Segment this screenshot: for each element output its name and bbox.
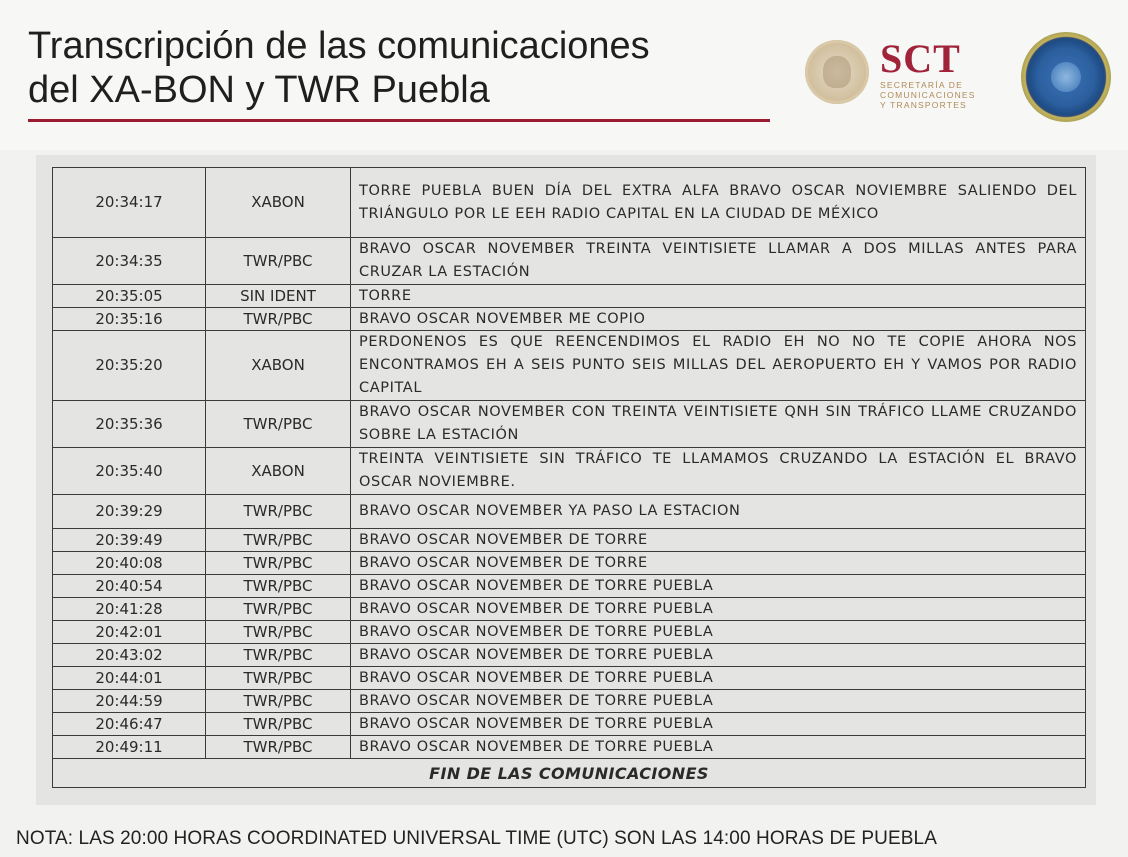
message-cell: PERDONENOS ES QUE REENCENDIMOS EL RADIO EH NO NO TE COPIE AHORA NOS ENCONTRAMOS EH A SEIS PUNTO SEIS MILLAS DEL AEROPUERTO EH Y VAMOS POR RADIO CAPITAL bbox=[351, 331, 1086, 401]
table-row bbox=[53, 529, 1086, 552]
message-cell: BRAVO OSCAR NOVEMBER DE TORRE PUEBLA bbox=[351, 713, 1086, 736]
station-cell: SIN IDENT bbox=[206, 285, 351, 308]
table-row bbox=[53, 713, 1086, 736]
time-cell: 20:39:29 bbox=[53, 495, 206, 529]
time-cell: 20:35:40 bbox=[53, 448, 206, 495]
time-cell: 20:43:02 bbox=[53, 644, 206, 667]
time-cell: 20:34:35 bbox=[53, 238, 206, 285]
time-cell: 20:40:54 bbox=[53, 575, 206, 598]
station-cell: TWR/PBC bbox=[206, 575, 351, 598]
time-cell: 20:44:01 bbox=[53, 667, 206, 690]
table-footer-row bbox=[53, 759, 1086, 788]
time-cell: 20:39:49 bbox=[53, 529, 206, 552]
table-row bbox=[53, 690, 1086, 713]
table-row bbox=[53, 667, 1086, 690]
message-cell: BRAVO OSCAR NOVEMBER ME COPIO bbox=[351, 308, 1086, 331]
time-cell: 20:34:17 bbox=[53, 168, 206, 238]
station-cell: TWR/PBC bbox=[206, 598, 351, 621]
sct-logo-subtitle: SECRETARÍA DE COMUNICACIONES Y TRANSPORTES bbox=[880, 80, 976, 110]
message-cell: BRAVO OSCAR NOVEMBER DE TORRE PUEBLA bbox=[351, 690, 1086, 713]
message-cell: BRAVO OSCAR NOVEMBER DE TORRE PUEBLA bbox=[351, 598, 1086, 621]
station-cell: TWR/PBC bbox=[206, 529, 351, 552]
station-cell: XABON bbox=[206, 448, 351, 495]
station-cell: TWR/PBC bbox=[206, 690, 351, 713]
table-row bbox=[53, 644, 1086, 667]
sct-logo bbox=[878, 38, 1008, 120]
message-cell: TREINTA VEINTISIETE SIN TRÁFICO TE LLAMAMOS CRUZANDO LA ESTACIÓN EL BRAVO OSCAR NOVIEMBRE. bbox=[351, 448, 1086, 495]
time-cell: 20:35:05 bbox=[53, 285, 206, 308]
end-of-communications-label: FIN DE LAS COMUNICACIONES bbox=[53, 759, 1086, 788]
station-cell: XABON bbox=[206, 331, 351, 401]
title-line-1: Transcripción de las comunicaciones bbox=[28, 25, 650, 67]
message-cell: BRAVO OSCAR NOVEMBER YA PASO LA ESTACION bbox=[351, 495, 1086, 529]
time-cell: 20:35:16 bbox=[53, 308, 206, 331]
communications-table bbox=[52, 167, 1086, 788]
table-row bbox=[53, 285, 1086, 308]
station-cell: TWR/PBC bbox=[206, 621, 351, 644]
time-cell: 20:41:28 bbox=[53, 598, 206, 621]
time-cell: 20:42:01 bbox=[53, 621, 206, 644]
page-title bbox=[28, 24, 650, 112]
station-cell: TWR/PBC bbox=[206, 552, 351, 575]
table-row bbox=[53, 168, 1086, 238]
station-cell: TWR/PBC bbox=[206, 644, 351, 667]
time-cell: 20:40:08 bbox=[53, 552, 206, 575]
message-cell: BRAVO OSCAR NOVEMBER DE TORRE PUEBLA bbox=[351, 667, 1086, 690]
message-cell: TORRE PUEBLA BUEN DÍA DEL EXTRA ALFA BRAVO OSCAR NOVIEMBRE SALIENDO DEL TRIÁNGULO POR LE EEH RADIO CAPITAL EN LA CIUDAD DE MÉXICO bbox=[351, 168, 1086, 238]
table-row bbox=[53, 621, 1086, 644]
table-row bbox=[53, 448, 1086, 495]
table-row bbox=[53, 736, 1086, 759]
message-cell: BRAVO OSCAR NOVEMBER DE TORRE PUEBLA bbox=[351, 644, 1086, 667]
station-cell: TWR/PBC bbox=[206, 736, 351, 759]
time-cell: 20:46:47 bbox=[53, 713, 206, 736]
time-cell: 20:49:11 bbox=[53, 736, 206, 759]
time-cell: 20:35:36 bbox=[53, 401, 206, 448]
message-cell: BRAVO OSCAR NOVEMBER DE TORRE bbox=[351, 529, 1086, 552]
aeronautics-agency-seal-logo bbox=[1021, 32, 1111, 122]
message-cell: TORRE bbox=[351, 285, 1086, 308]
message-cell: BRAVO OSCAR NOVEMBER DE TORRE bbox=[351, 552, 1086, 575]
message-cell: BRAVO OSCAR NOVEMBER DE TORRE PUEBLA bbox=[351, 621, 1086, 644]
message-cell: BRAVO OSCAR NOVEMBER TREINTA VEINTISIETE LLAMAR A DOS MILLAS ANTES PARA CRUZAR LA ESTACIÓN bbox=[351, 238, 1086, 285]
table-row bbox=[53, 552, 1086, 575]
table-row bbox=[53, 238, 1086, 285]
table-row bbox=[53, 495, 1086, 529]
time-cell: 20:35:20 bbox=[53, 331, 206, 401]
mexico-coat-of-arms-logo bbox=[805, 40, 869, 104]
table-row bbox=[53, 575, 1086, 598]
message-cell: BRAVO OSCAR NOVEMBER CON TREINTA VEINTISIETE QNH SIN TRÁFICO LLAME CRUZANDO SOBRE LA ESTACIÓN bbox=[351, 401, 1086, 448]
table-row bbox=[53, 401, 1086, 448]
table-row bbox=[53, 598, 1086, 621]
footnote: NOTA: LAS 20:00 HORAS COORDINATED UNIVERSAL TIME (UTC) SON LAS 14:00 HORAS DE PUEBLA bbox=[16, 828, 937, 849]
station-cell: TWR/PBC bbox=[206, 401, 351, 448]
station-cell: XABON bbox=[206, 168, 351, 238]
station-cell: TWR/PBC bbox=[206, 495, 351, 529]
sct-logo-name: SCT bbox=[880, 36, 961, 81]
time-cell: 20:44:59 bbox=[53, 690, 206, 713]
station-cell: TWR/PBC bbox=[206, 238, 351, 285]
station-cell: TWR/PBC bbox=[206, 308, 351, 331]
message-cell: BRAVO OSCAR NOVEMBER DE TORRE PUEBLA bbox=[351, 736, 1086, 759]
station-cell: TWR/PBC bbox=[206, 713, 351, 736]
table-row bbox=[53, 308, 1086, 331]
station-cell: TWR/PBC bbox=[206, 667, 351, 690]
title-line-2: del XA-BON y TWR Puebla bbox=[28, 69, 490, 111]
title-underline bbox=[28, 119, 770, 122]
message-cell: BRAVO OSCAR NOVEMBER DE TORRE PUEBLA bbox=[351, 575, 1086, 598]
table-row bbox=[53, 331, 1086, 401]
